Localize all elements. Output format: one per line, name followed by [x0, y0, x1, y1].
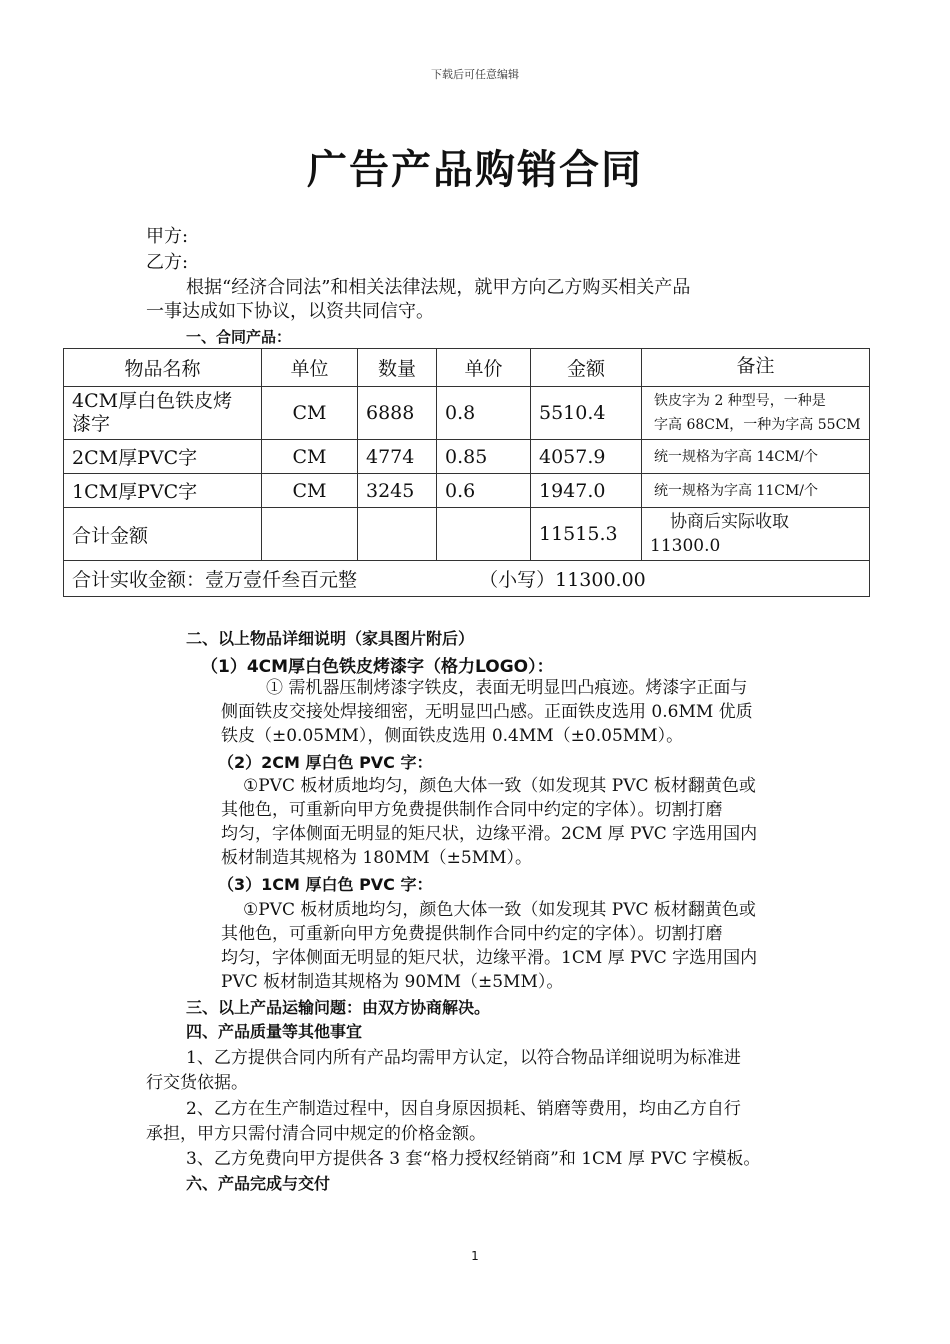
item-3-line-1: ①PVC 板材质地均匀，颜色大体一致（如发现其 PVC 板材翻黄色或 — [243, 900, 756, 920]
total-amount: 11515.3 — [531, 508, 642, 561]
table-row — [64, 474, 870, 508]
header-amount: 金额 — [531, 349, 642, 387]
actual-total-small: （小写）11300.00 — [479, 569, 646, 591]
total-note — [642, 508, 870, 561]
row-3-name: 1CM厚PVC字 — [64, 474, 262, 508]
row-1-note-line-1: 铁皮字为 2 种型号，一种是 — [654, 393, 826, 409]
item-2-line-3: 均匀，字体侧面无明显的矩尺状，边缘平滑。2CM 厚 PVC 字选用国内 — [221, 824, 758, 844]
item-3-line-4: PVC 板材制造其规格为 90MM（±5MM）。 — [221, 972, 564, 992]
products-table — [63, 348, 870, 597]
intro-line-1: 根据“经济合同法”和相关法律法规，就甲方向乙方购买相关产品 — [186, 277, 691, 298]
total-price-empty — [437, 508, 531, 561]
header-unit: 单位 — [262, 349, 358, 387]
row-2-amount: 4057.9 — [531, 440, 642, 474]
intro-line-2: 一事达成如下协议，以资共同信守。 — [146, 301, 434, 322]
header-unit-price: 单价 — [437, 349, 531, 387]
row-2-name: 2CM厚PVC字 — [64, 440, 262, 474]
section-6-heading: 六、产品完成与交付 — [186, 1174, 331, 1193]
section-2-heading: 二、以上物品详细说明（家具图片附后） — [186, 629, 475, 648]
clause-3-line-1: 3、乙方免费向甲方提供各 3 套“格力授权经销商”和 1CM 厚 PVC 字模板。 — [186, 1149, 761, 1169]
clause-2-line-2: 承担，甲方只需付清合同中规定的价格金额。 — [146, 1124, 486, 1144]
item-1-line-1: ① 需机器压制烤漆字铁皮，表面无明显凹凸痕迹。烤漆字正面与 — [266, 678, 748, 698]
total-unit-empty — [262, 508, 358, 561]
row-1-quantity: 6888 — [358, 387, 437, 440]
item-1-line-3: 铁皮（±0.05MM），侧面铁皮选用 0.4MM（±0.05MM）。 — [221, 726, 684, 746]
table-row — [64, 440, 870, 474]
document-title: 广告产品购销合同 — [307, 147, 643, 193]
row-1-note — [642, 387, 870, 440]
total-note-line-1: 协商后实际收取 — [670, 512, 789, 532]
row-2-price: 0.85 — [437, 440, 531, 474]
clause-2-line-1: 2、乙方在生产制造过程中，因自身原因损耗、销磨等费用，均由乙方自行 — [186, 1099, 741, 1119]
section-1-heading: 一、合同产品： — [186, 328, 292, 346]
row-3-unit: CM — [262, 474, 358, 508]
row-1-name-line-1: 4CM厚白色铁皮烤 — [72, 390, 233, 412]
party-b-label: 乙方: — [146, 252, 189, 273]
row-2-note: 统一规格为字高 14CM/个 — [642, 440, 870, 474]
actual-total-label: 合计实收金额：壹万壹仟叁百元整 — [72, 569, 358, 591]
item-3-line-2: 其他色，可重新向甲方免费提供制作合同中约定的字体）。切割打磨 — [221, 924, 723, 944]
header-item-name: 物品名称 — [64, 349, 262, 387]
clause-1-line-2: 行交货依据。 — [146, 1073, 248, 1093]
row-2-unit: CM — [262, 440, 358, 474]
item-3-line-3: 均匀，字体侧面无明显的矩尺状，边缘平滑。1CM 厚 PVC 字选用国内 — [221, 948, 758, 968]
row-2-quantity: 4774 — [358, 440, 437, 474]
actual-total-cell — [64, 561, 870, 597]
row-1-amount: 5510.4 — [531, 387, 642, 440]
page-number: 1 — [471, 1249, 479, 1263]
table-row — [64, 387, 870, 440]
item-2-heading: （2）2CM 厚白色 PVC 字： — [218, 753, 433, 772]
item-1-line-2: 侧面铁皮交接处焊接细密，无明显凹凸感。正面铁皮选用 0.6MM 优质 — [221, 702, 753, 722]
header-note: 下载后可任意编辑 — [431, 68, 519, 81]
row-1-name-line-2: 漆字 — [72, 413, 111, 435]
actual-total-row — [64, 561, 870, 597]
row-3-amount: 1947.0 — [531, 474, 642, 508]
row-1-unit: CM — [262, 387, 358, 440]
total-label: 合计金额 — [64, 508, 262, 561]
item-2-line-4: 板材制造其规格为 180MM（±5MM）。 — [221, 848, 533, 868]
item-3-heading: （3）1CM 厚白色 PVC 字： — [218, 875, 433, 894]
table-header-row — [64, 349, 870, 387]
header-quantity: 数量 — [358, 349, 437, 387]
item-1-heading: （1）4CM厚白色铁皮烤漆字（格力LOGO）： — [201, 657, 554, 677]
header-remarks: 备注 — [642, 349, 870, 387]
total-note-line-2: 11300.0 — [650, 536, 721, 556]
item-2-line-2: 其他色，可重新向甲方免费提供制作合同中约定的字体）。切割打磨 — [221, 800, 723, 820]
row-3-price: 0.6 — [437, 474, 531, 508]
row-1-name — [64, 387, 262, 440]
total-row — [64, 508, 870, 561]
clause-1-line-1: 1、乙方提供合同内所有产品均需甲方认定，以符合物品详细说明为标准进 — [186, 1048, 741, 1068]
row-1-price: 0.8 — [437, 387, 531, 440]
row-3-quantity: 3245 — [358, 474, 437, 508]
section-3-heading: 三、以上产品运输问题：由双方协商解决。 — [186, 998, 491, 1017]
total-quantity-empty — [358, 508, 437, 561]
row-3-note: 统一规格为字高 11CM/个 — [642, 474, 870, 508]
party-a-label: 甲方: — [146, 226, 189, 247]
item-2-line-1: ①PVC 板材质地均匀，颜色大体一致（如发现其 PVC 板材翻黄色或 — [243, 776, 756, 796]
row-1-note-line-2: 字高 68CM，一种为字高 55CM — [654, 417, 861, 433]
section-4-heading: 四、产品质量等其他事宜 — [186, 1022, 363, 1041]
